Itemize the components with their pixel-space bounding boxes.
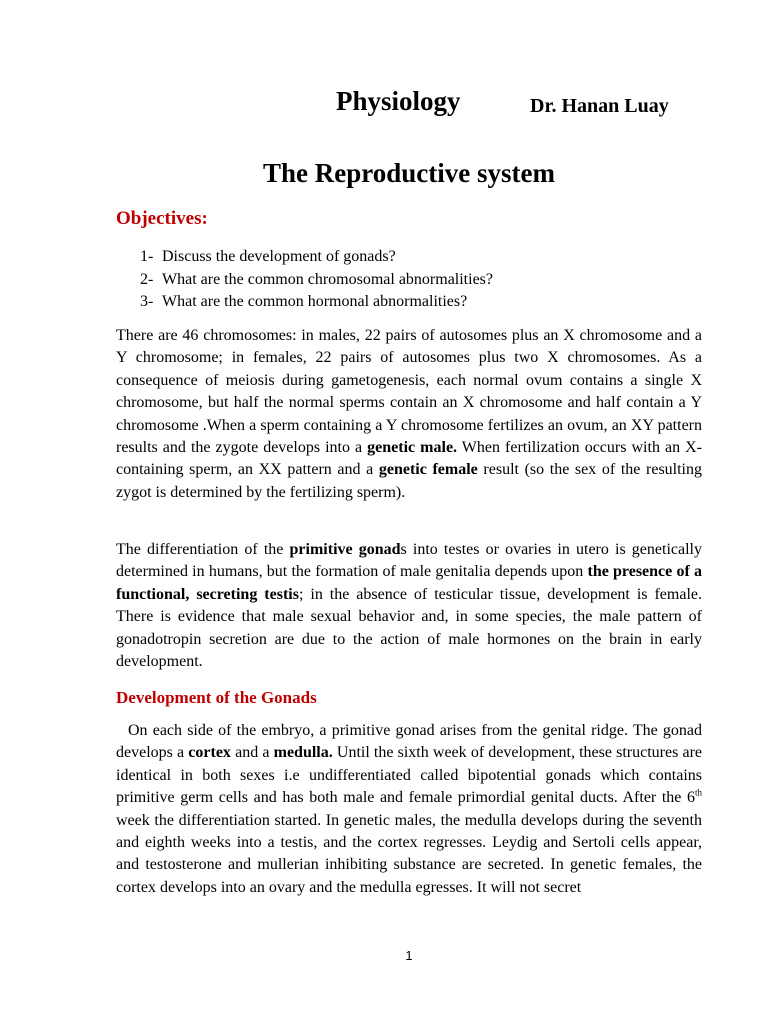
objective-number: 2-	[140, 270, 154, 288]
bold-term-primitive-gonad: primitive gonad	[289, 541, 401, 558]
text-run: result (so the sex of the resulting zygot is determined by the fertilizing sperm).	[116, 461, 703, 501]
text-run: and a	[230, 744, 274, 762]
text-run: The differentiation of the	[116, 541, 290, 558]
page-number: 1	[405, 948, 413, 963]
objective-number: 1-	[140, 248, 154, 265]
objective-text: Discuss the development of gonads?	[162, 248, 396, 265]
gonads-section-heading: Development of the Gonads	[116, 688, 317, 707]
text-run: When fertilization occurs with an X-containing sperm, an XX pattern and a	[116, 439, 702, 479]
text-run: s into testes or ovaries in utero is genetically determined in humans, but the formation of male genitalia depends upon	[116, 541, 702, 581]
subject-title: Physiology	[336, 86, 461, 116]
gonads-paragraph	[116, 720, 702, 899]
text-run: ; in the absence of testicular tissue, development is female. There is evidence that male sexual behavior and, in some species, the male pattern of gonadotropin secretion are due to the action of male hormones on the brain in early development.	[116, 585, 702, 671]
objective-text: What are the common chromosomal abnormalities?	[162, 270, 493, 288]
text-run: There are 46 chromosomes: in males, 22 pairs of autosomes plus an X chromosome and a Y chromosome; in females, 22 pairs of autosomes plus two X chromosomes. As a consequence of meiosis during gametogenesis, each normal ovum contains a single X chromosome, but half the normal sperms contain an X chromosome and half contain a Y chromosome .When a sperm containing a Y chromosome fertilizes an ovum, an XY pattern results and the zygote develops into a	[116, 327, 702, 457]
document-title: The Reproductive system	[263, 158, 555, 188]
objective-item	[140, 269, 493, 292]
objectives-list	[140, 246, 493, 314]
objective-item	[140, 291, 493, 314]
bold-term-genetic-male: genetic male.	[367, 439, 458, 457]
bold-term-functional-testis: the presence of a functional, secreting testis	[116, 563, 702, 603]
objective-item	[140, 246, 493, 269]
chromosomes-paragraph	[116, 325, 702, 504]
text-run: Until the sixth week of development, these structures are identical in both sexes i.e undifferentiated called bipotential gonads which contains primitive germ cells and has both male and female primordial genital ducts. After the 6	[116, 744, 703, 807]
bold-term-medulla: medulla.	[273, 744, 333, 762]
differentiation-paragraph	[116, 539, 702, 673]
objectives-heading: Objectives:	[116, 208, 208, 229]
bold-term-genetic-female: genetic female	[378, 461, 478, 479]
objective-number: 3-	[140, 293, 154, 310]
objective-text: What are the common hormonal abnormalities?	[162, 293, 468, 310]
ordinal-superscript: th	[694, 787, 702, 798]
text-run: week the differentiation started. In genetic males, the medulla develops during the seventh and eighth weeks into a testis, and the cortex regresses. Leydig and Sertoli cells appear, and testosterone and mullerian inhibiting substance are secreted. In genetic females, the cortex develops into an ovary and the medulla egresses. It will not secret	[116, 811, 702, 896]
author-name: Dr. Hanan Luay	[530, 95, 669, 117]
bold-term-cortex: cortex	[188, 744, 231, 762]
page-header	[0, 86, 768, 126]
text-run: On each side of the embryo, a primitive gonad arises from the genital ridge. The gonad develops a	[116, 722, 702, 762]
